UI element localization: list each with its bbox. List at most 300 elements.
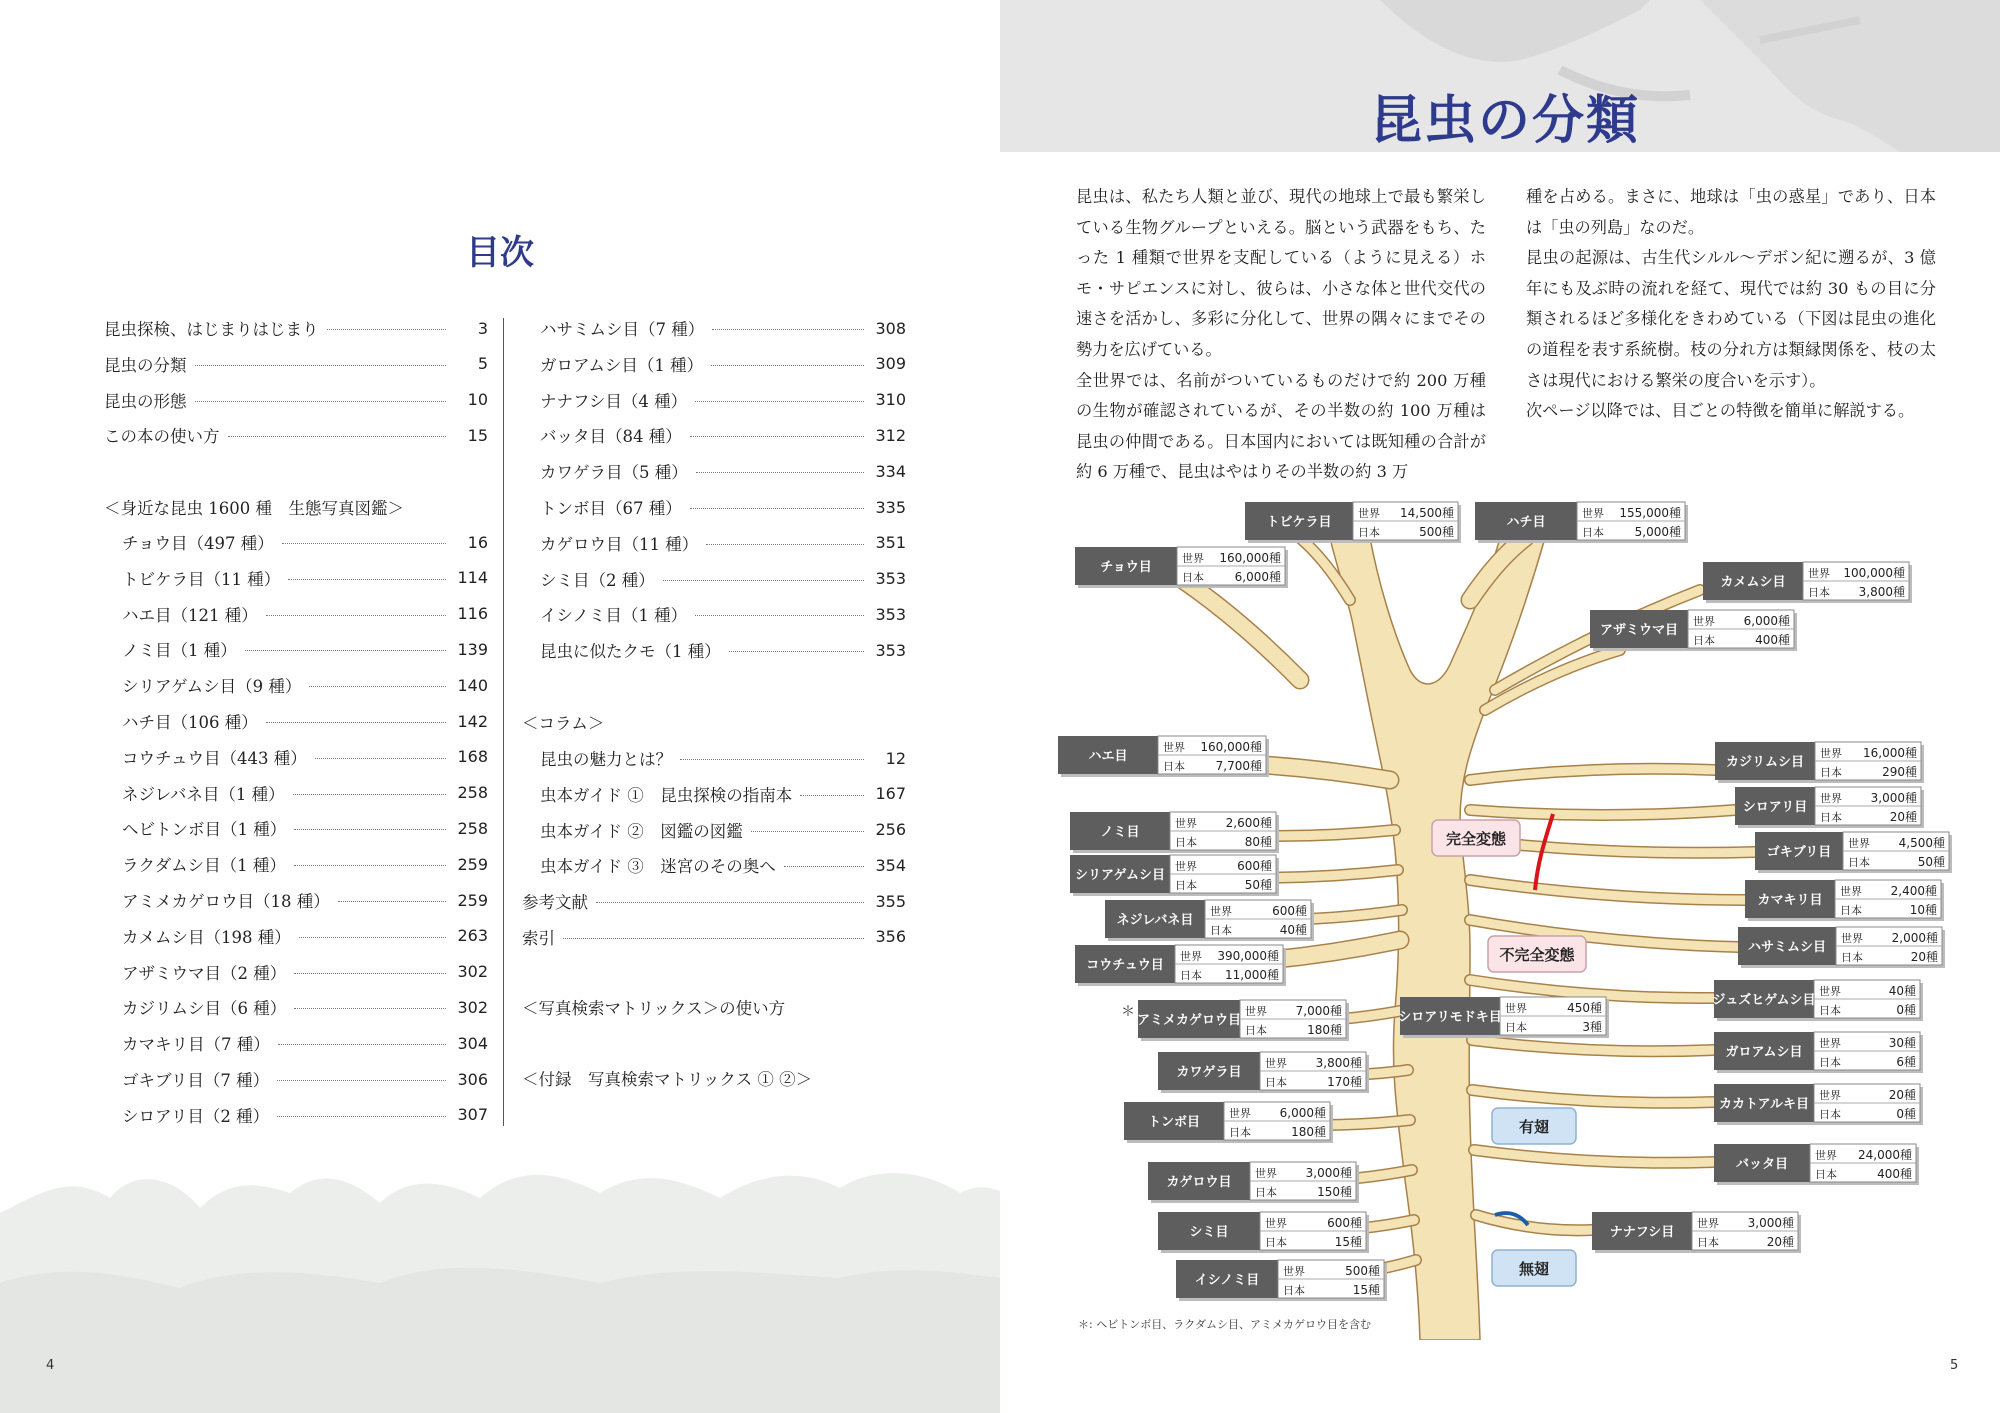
order-label — [1148, 1162, 1359, 1203]
japan-count: 5,000種 — [1634, 525, 1681, 539]
order-label — [1070, 855, 1279, 896]
toc-entry-page: 308 — [875, 318, 906, 338]
world-label: 世界 — [1841, 932, 1863, 945]
toc-leader-dots — [690, 507, 864, 509]
world-label: 世界 — [1175, 817, 1197, 830]
order-label — [1075, 945, 1286, 986]
toc-leader-dots — [800, 794, 864, 796]
world-count: 24,000種 — [1858, 1148, 1912, 1162]
japan-label: 日本 — [1175, 836, 1197, 849]
world-count: 3,800種 — [1315, 1056, 1362, 1070]
order-name: チョウ目 — [1100, 560, 1152, 575]
world-count: 3,000種 — [1870, 791, 1917, 805]
order-label — [1158, 1052, 1369, 1093]
toc-entry[interactable] — [540, 525, 906, 561]
japan-label: 日本 — [1693, 634, 1715, 647]
toc-entry-page: 12 — [885, 748, 906, 768]
order-name: ネジレバネ目 — [1116, 913, 1194, 928]
world-count: 2,600種 — [1225, 816, 1272, 830]
world-count: 2,000種 — [1891, 931, 1938, 945]
japan-count: 50種 — [1917, 855, 1945, 869]
order-name: アミメカゲロウ目 — [1136, 1013, 1242, 1028]
toc-entry-label: カゲロウ目（11 種） — [540, 534, 699, 554]
page-number-left: 4 — [46, 1358, 55, 1373]
toc-entry[interactable] — [122, 631, 488, 667]
order-label — [1176, 1260, 1387, 1301]
toc-leader-dots — [315, 757, 446, 759]
world-label: 世界 — [1283, 1265, 1305, 1278]
japan-label: 日本 — [1175, 879, 1197, 892]
toc-entry-page: 309 — [875, 354, 906, 374]
toc-leader-dots — [294, 972, 446, 974]
world-count: 3,000種 — [1305, 1166, 1352, 1180]
order-name: アザミウマ目 — [1599, 623, 1679, 638]
world-count: 450種 — [1567, 1001, 1602, 1015]
toc-leader-dots — [266, 721, 446, 723]
toc-entry[interactable] — [540, 596, 906, 632]
toc-entry-label: 昆虫探検、はじまりはじまり — [104, 320, 319, 339]
world-label: 世界 — [1245, 1005, 1267, 1018]
japan-count: 150種 — [1317, 1185, 1352, 1199]
paragraph: 種を占める。まさに、地球は「虫の惑星」であり、日本は「虫の列島」なのだ。 — [1526, 187, 1936, 237]
japan-label: 日本 — [1815, 1168, 1837, 1181]
toc-entry-page: 353 — [875, 604, 906, 624]
toc-entry-page: 258 — [457, 818, 488, 838]
world-label: 世界 — [1840, 885, 1862, 898]
toc-entry[interactable] — [540, 561, 906, 597]
toc-entry-label: 昆虫の形態 — [104, 391, 187, 411]
toc-entry-page: 259 — [457, 854, 488, 874]
japan-count: 400種 — [1877, 1167, 1912, 1181]
toc-entry[interactable] — [122, 846, 488, 882]
order-label — [1703, 562, 1912, 603]
toc-entry-label: イシノミ目（1 種） — [540, 606, 688, 626]
toc-leader-dots — [327, 328, 447, 330]
japan-count: 3,800種 — [1858, 585, 1905, 599]
order-label — [1712, 980, 1923, 1021]
toc-entry-label: カワゲラ目（5 種） — [540, 463, 688, 483]
japan-count: 20種 — [1766, 1235, 1794, 1249]
japan-label: 日本 — [1697, 1236, 1719, 1249]
toc-leader-dots — [596, 901, 864, 903]
section-head-appendix: ＜付録 写真検索マトリックス ① ②＞ — [522, 1070, 813, 1089]
toc-entry[interactable] — [522, 919, 906, 955]
world-count: 7,000種 — [1295, 1004, 1342, 1018]
toc-entry-page: 258 — [457, 783, 488, 803]
world-label: 世界 — [1819, 985, 1841, 998]
toc-entry[interactable] — [540, 453, 906, 489]
toc-leader-dots — [277, 1115, 446, 1117]
toc-entry-label: 参考文献 — [522, 893, 588, 912]
toc-entry[interactable] — [104, 346, 488, 382]
japan-count: 0種 — [1896, 1107, 1916, 1121]
world-label: 世界 — [1505, 1002, 1527, 1015]
toc-entry[interactable] — [122, 1097, 488, 1133]
toc-entry-label: カマキリ目（7 種） — [122, 1035, 270, 1055]
world-label: 世界 — [1180, 950, 1202, 963]
toc-entry-label: 索引 — [522, 928, 555, 948]
japan-label: 日本 — [1820, 811, 1842, 824]
toc-entry-page: 312 — [875, 425, 906, 445]
order-label — [1592, 1212, 1801, 1253]
world-label: 世界 — [1265, 1217, 1287, 1230]
japan-count: 3種 — [1582, 1020, 1602, 1034]
toc-leader-dots — [751, 830, 864, 832]
world-count: 2,400種 — [1890, 884, 1937, 898]
toc-entry-page: 142 — [457, 711, 488, 731]
footnote: ＊: ヘビトンボ目、ラクダムシ目、アミメカゲロウ目を含む — [1078, 1318, 1371, 1331]
japan-count: 500種 — [1419, 525, 1454, 539]
toc-entry[interactable] — [122, 954, 488, 990]
japan-label: 日本 — [1180, 969, 1202, 982]
toc-entry-label: ノミ目（1 種） — [122, 641, 237, 661]
japan-label: 日本 — [1841, 951, 1863, 964]
toc-entry-label: ハチ目（106 種） — [122, 713, 258, 732]
winged-label: 有翅 — [1518, 1118, 1550, 1136]
toc-entry-label: ゴキブリ目（7 種） — [122, 1071, 270, 1090]
order-name: ハチ目 — [1506, 515, 1546, 530]
toc-entry[interactable] — [540, 382, 906, 418]
world-label: 世界 — [1163, 741, 1185, 754]
toc-leader-dots — [706, 543, 864, 545]
toc-leader-dots — [294, 1007, 446, 1009]
toc-entry-label: 昆虫の魅力とは？ — [540, 750, 672, 769]
world-count: 600種 — [1327, 1216, 1362, 1230]
world-label: 世界 — [1848, 837, 1870, 850]
order-label — [1158, 1212, 1369, 1253]
toc-entry-label: この本の使い方 — [104, 427, 220, 447]
japan-label: 日本 — [1265, 1076, 1287, 1089]
toc-entry-page: 116 — [457, 604, 488, 624]
toc-entry[interactable] — [540, 632, 906, 668]
order-name: ナナフシ目 — [1609, 1225, 1675, 1240]
wingless-label: 無翅 — [1518, 1260, 1550, 1278]
toc-leader-dots — [266, 614, 446, 616]
section-head-matrix-usage: ＜写真検索マトリックス＞の使い方 — [522, 999, 786, 1018]
order-name: ハエ目 — [1088, 749, 1128, 764]
toc-leader-dots — [294, 864, 446, 866]
world-count: 4,500種 — [1898, 836, 1945, 850]
toc-entry-page: 139 — [457, 639, 488, 659]
order-label — [1245, 502, 1461, 543]
toc-entry-label: 昆虫の分類 — [104, 355, 187, 375]
toc-leader-dots — [695, 400, 864, 402]
toc-entry-page: 256 — [875, 820, 906, 840]
japan-label: 日本 — [1210, 924, 1232, 937]
japan-count: 290種 — [1882, 765, 1917, 779]
column-divider — [503, 318, 504, 1126]
toc-entry-label: ナナフシ目（4 種） — [540, 391, 688, 411]
toc-leader-dots — [228, 435, 447, 437]
toc-entry-label: 昆虫に似たクモ（1 種） — [540, 642, 721, 662]
toc-leader-dots — [712, 328, 864, 330]
japan-label: 日本 — [1245, 1024, 1267, 1037]
phylogenetic-tree — [1000, 480, 2000, 1340]
order-name: ハサミムシ目 — [1747, 940, 1827, 955]
page-number-right: 5 — [1950, 1358, 1959, 1373]
order-name: イシノミ目 — [1194, 1273, 1260, 1288]
toc-leader-dots — [680, 758, 864, 760]
toc-entry-page: 354 — [875, 855, 906, 875]
order-label — [1714, 1084, 1923, 1125]
toc-entry[interactable] — [122, 1025, 488, 1061]
toc-entry[interactable] — [122, 667, 488, 703]
world-label: 世界 — [1210, 905, 1232, 918]
toc-entry-label: バッタ目（84 種） — [540, 427, 682, 447]
order-label — [1124, 1102, 1333, 1143]
japan-label: 日本 — [1265, 1236, 1287, 1249]
order-name: ガロアムシ目 — [1725, 1045, 1803, 1060]
tree-branch — [1180, 578, 1300, 680]
toc-entry[interactable] — [122, 882, 488, 918]
toc-leader-dots — [195, 364, 447, 366]
world-count: 160,000種 — [1200, 740, 1262, 754]
toc-entry-page: 351 — [875, 533, 906, 553]
japan-count: 400種 — [1755, 633, 1790, 647]
toc-leader-dots — [690, 435, 864, 437]
japan-count: 20種 — [1889, 810, 1917, 824]
toc-entry[interactable] — [540, 847, 906, 883]
toc-leader-dots — [294, 828, 446, 830]
toc-entry[interactable] — [540, 812, 906, 848]
toc-entry-page: 302 — [457, 962, 488, 982]
japan-label: 日本 — [1283, 1284, 1305, 1297]
toc-entry-label: ヘビトンボ目（1 種） — [122, 820, 287, 840]
toc-entry[interactable] — [104, 382, 488, 418]
toc-entry-page: 263 — [457, 926, 488, 946]
world-count: 40種 — [1888, 984, 1916, 998]
order-name: カメムシ目 — [1720, 575, 1786, 590]
toc-entry[interactable] — [122, 596, 488, 632]
world-count: 30種 — [1888, 1036, 1916, 1050]
world-label: 世界 — [1358, 507, 1380, 520]
world-count: 390,000種 — [1217, 949, 1279, 963]
order-label — [1735, 787, 1924, 828]
toc-entry-label: シリアゲムシ目（9 種） — [122, 677, 302, 697]
section-head-photo-guide: ＜身近な昆虫 1600 種 生態写真図鑑＞ — [104, 499, 404, 518]
japan-count: 6種 — [1896, 1055, 1916, 1069]
toc-entry[interactable] — [122, 739, 488, 775]
toc-entry[interactable] — [104, 310, 488, 346]
toc-entry-page: 10 — [467, 390, 488, 410]
order-name: トビケラ目 — [1266, 515, 1332, 530]
order-label — [1105, 900, 1314, 941]
japan-count: 170種 — [1327, 1075, 1362, 1089]
incomplete-metamorphosis-label: 不完全変態 — [1499, 946, 1575, 964]
toc-entry-label: ハエ目（121 種） — [122, 605, 258, 625]
japan-label: 日本 — [1229, 1126, 1251, 1139]
order-name: コウチュウ目 — [1086, 958, 1164, 973]
order-label — [1755, 832, 1952, 873]
world-label: 世界 — [1693, 615, 1715, 628]
toc-entry-label: コウチュウ目（443 種） — [122, 748, 307, 768]
toc-leader-dots — [338, 900, 446, 902]
toc-entry-page: 355 — [875, 891, 906, 911]
toc-entry[interactable] — [540, 489, 906, 525]
order-name: カジリムシ目 — [1725, 755, 1805, 770]
toc-leader-dots — [293, 793, 446, 795]
toc-leader-dots — [195, 400, 447, 402]
toc-entry-page: 310 — [875, 390, 906, 410]
toc-leader-dots — [309, 685, 446, 687]
world-count: 100,000種 — [1843, 566, 1905, 580]
toc-entry-page: 307 — [457, 1105, 488, 1125]
asterisk-mark: ＊ — [1121, 1004, 1135, 1020]
toc-leader-dots — [299, 936, 446, 938]
toc-entry-page: 335 — [875, 497, 906, 517]
toc-entry-label: トビケラ目（11 種） — [122, 569, 281, 589]
toc-entry-page: 114 — [457, 568, 488, 588]
toc-entry-page: 5 — [477, 354, 488, 374]
toc-entry-page: 302 — [457, 997, 488, 1017]
japan-count: 180種 — [1291, 1125, 1326, 1139]
toc-entry[interactable] — [122, 560, 488, 596]
toc-entry-label: 虫本ガイド ① 昆虫探検の指南本 — [540, 785, 793, 805]
toc-entry[interactable] — [122, 918, 488, 954]
japan-label: 日本 — [1582, 526, 1604, 539]
toc-entry[interactable] — [122, 989, 488, 1025]
toc-entry-label: シミ目（2 種） — [540, 570, 655, 590]
world-label: 世界 — [1265, 1057, 1287, 1070]
paragraph: 全世界では、名前がついているものだけで約 200 万種の生物が確認されているが、その半数の約 100 万種は昆虫の仲間である。日本国内においては既知種の合計が約 6 万種で、昆虫はやはりその半数の約 3 万 — [1076, 370, 1486, 482]
section-head-column: ＜コラム＞ — [522, 714, 605, 733]
order-name: カワゲラ目 — [1176, 1065, 1242, 1080]
order-name: カカトアルキ目 — [1718, 1097, 1810, 1112]
toc-entry[interactable] — [522, 883, 906, 919]
world-label: 世界 — [1182, 552, 1204, 565]
world-label: 世界 — [1697, 1217, 1719, 1230]
toc-leader-dots — [282, 542, 446, 544]
toc-entry-label: トンボ目（67 種） — [540, 499, 682, 518]
order-label — [1075, 547, 1288, 588]
world-label: 世界 — [1815, 1149, 1837, 1162]
order-name: カマキリ目 — [1757, 893, 1823, 908]
toc-entry-label: アミメカゲロウ目（18 種） — [122, 892, 330, 911]
world-count: 155,000種 — [1619, 506, 1681, 520]
order-name: シリアゲムシ目 — [1075, 868, 1165, 883]
world-count: 600種 — [1272, 904, 1307, 918]
toc-entry[interactable] — [540, 776, 906, 812]
japan-label: 日本 — [1848, 856, 1870, 869]
toc-entry[interactable] — [540, 740, 906, 776]
toc-entry-label: カジリムシ目（6 種） — [122, 999, 287, 1019]
toc-leader-dots — [278, 1043, 446, 1045]
japan-count: 0種 — [1896, 1003, 1916, 1017]
japan-count: 15種 — [1352, 1283, 1380, 1297]
toc-entry[interactable] — [540, 417, 906, 453]
toc-entry-label: カメムシ目（198 種） — [122, 927, 291, 947]
toc-entry[interactable] — [540, 310, 906, 346]
order-name: トンボ目 — [1147, 1115, 1201, 1130]
toc-entry-label: 虫本ガイド ③ 迷宮のその奥へ — [540, 857, 776, 877]
toc-title: 目次 — [466, 233, 534, 273]
order-name: ゴキブリ目 — [1766, 845, 1832, 860]
toc-entry-page: 16 — [467, 532, 488, 552]
order-label — [1590, 610, 1797, 651]
toc-entry-label: ネジレバネ目（1 種） — [122, 784, 285, 804]
body-text-col1 — [1076, 182, 1486, 488]
world-count: 6,000種 — [1743, 614, 1790, 628]
world-label: 世界 — [1820, 792, 1842, 805]
world-label: 世界 — [1819, 1089, 1841, 1102]
world-label: 世界 — [1175, 860, 1197, 873]
japan-count: 7,700種 — [1215, 759, 1262, 773]
order-name: シロアリモドキ目 — [1398, 1010, 1502, 1025]
japan-count: 6,000種 — [1234, 570, 1281, 584]
order-label — [1715, 742, 1924, 783]
toc-leader-dots — [245, 649, 446, 651]
world-count: 6,000種 — [1279, 1106, 1326, 1120]
toc-entry-label: 虫本ガイド ② 図鑑の図鑑 — [540, 821, 743, 841]
world-count: 600種 — [1237, 859, 1272, 873]
paragraph: 次ページ以降では、目ごとの特徴を簡単に解説する。 — [1526, 401, 1915, 421]
order-label — [1714, 1032, 1923, 1073]
order-label — [1738, 927, 1945, 968]
world-label: 世界 — [1820, 747, 1842, 760]
toc-leader-dots — [695, 614, 864, 616]
order-label — [1070, 812, 1279, 853]
toc-entry[interactable] — [122, 1061, 488, 1097]
toc-entry[interactable] — [122, 775, 488, 811]
order-label — [1398, 997, 1609, 1038]
japan-count: 80種 — [1244, 835, 1272, 849]
toc-entry[interactable] — [540, 346, 906, 382]
order-name: カゲロウ目 — [1166, 1175, 1232, 1190]
japan-count: 15種 — [1334, 1235, 1362, 1249]
toc-entry-page: 259 — [457, 890, 488, 910]
toc-entry-label: ラクダムシ目（1 種） — [122, 856, 286, 876]
world-count: 16,000種 — [1863, 746, 1917, 760]
japan-label: 日本 — [1819, 1108, 1841, 1121]
toc-entry-page: 306 — [457, 1069, 488, 1089]
japan-label: 日本 — [1163, 760, 1185, 773]
japan-count: 10種 — [1909, 903, 1937, 917]
world-label: 世界 — [1229, 1107, 1251, 1120]
world-count: 160,000種 — [1219, 551, 1281, 565]
paragraph: 昆虫の起源は、古生代シルル〜デボン紀に遡るが、3 億年にも及ぶ時の流れを経て、現代では約 30 もの目に分類されるほど多様化をきわめている（下図は昆虫の進化の道程を表す系統樹。枝の分れ方は類縁関係を、枝の太さは現代における繁栄の度合いを示す）。 — [1526, 248, 1936, 390]
toc-leader-dots — [288, 578, 446, 580]
right-page-classification — [1000, 0, 2000, 1413]
japan-label: 日本 — [1182, 571, 1204, 584]
toc-entry[interactable] — [122, 810, 488, 846]
toc-leader-dots — [729, 650, 864, 652]
toc-entry-label: ハサミムシ目（7 種） — [540, 320, 705, 339]
japan-label: 日本 — [1840, 904, 1862, 917]
order-label — [1137, 1000, 1349, 1041]
toc-entry-page: 356 — [875, 927, 906, 947]
japan-label: 日本 — [1819, 1056, 1841, 1069]
japan-label: 日本 — [1358, 526, 1380, 539]
toc-leader-dots — [784, 865, 864, 867]
order-name: シミ目 — [1189, 1225, 1229, 1240]
toc-entry-label: ガロアムシ目（1 種） — [540, 355, 704, 375]
order-label — [1475, 502, 1688, 543]
toc-entry-page: 3 — [477, 318, 488, 338]
toc-entry[interactable] — [104, 417, 488, 453]
world-label: 世界 — [1808, 567, 1830, 580]
tree-branch — [1470, 810, 1735, 815]
japan-label: 日本 — [1255, 1186, 1277, 1199]
order-label — [1058, 736, 1269, 777]
toc-entry[interactable] — [122, 703, 488, 739]
toc-entry-page: 334 — [875, 461, 906, 481]
japan-label: 日本 — [1820, 766, 1842, 779]
toc-entry-label: シロアリ目（2 種） — [122, 1106, 270, 1126]
japan-label: 日本 — [1505, 1021, 1527, 1034]
toc-entry-page: 353 — [875, 640, 906, 660]
toc-entry[interactable] — [122, 524, 488, 560]
page-title: 昆虫の分類 — [1370, 91, 1641, 151]
